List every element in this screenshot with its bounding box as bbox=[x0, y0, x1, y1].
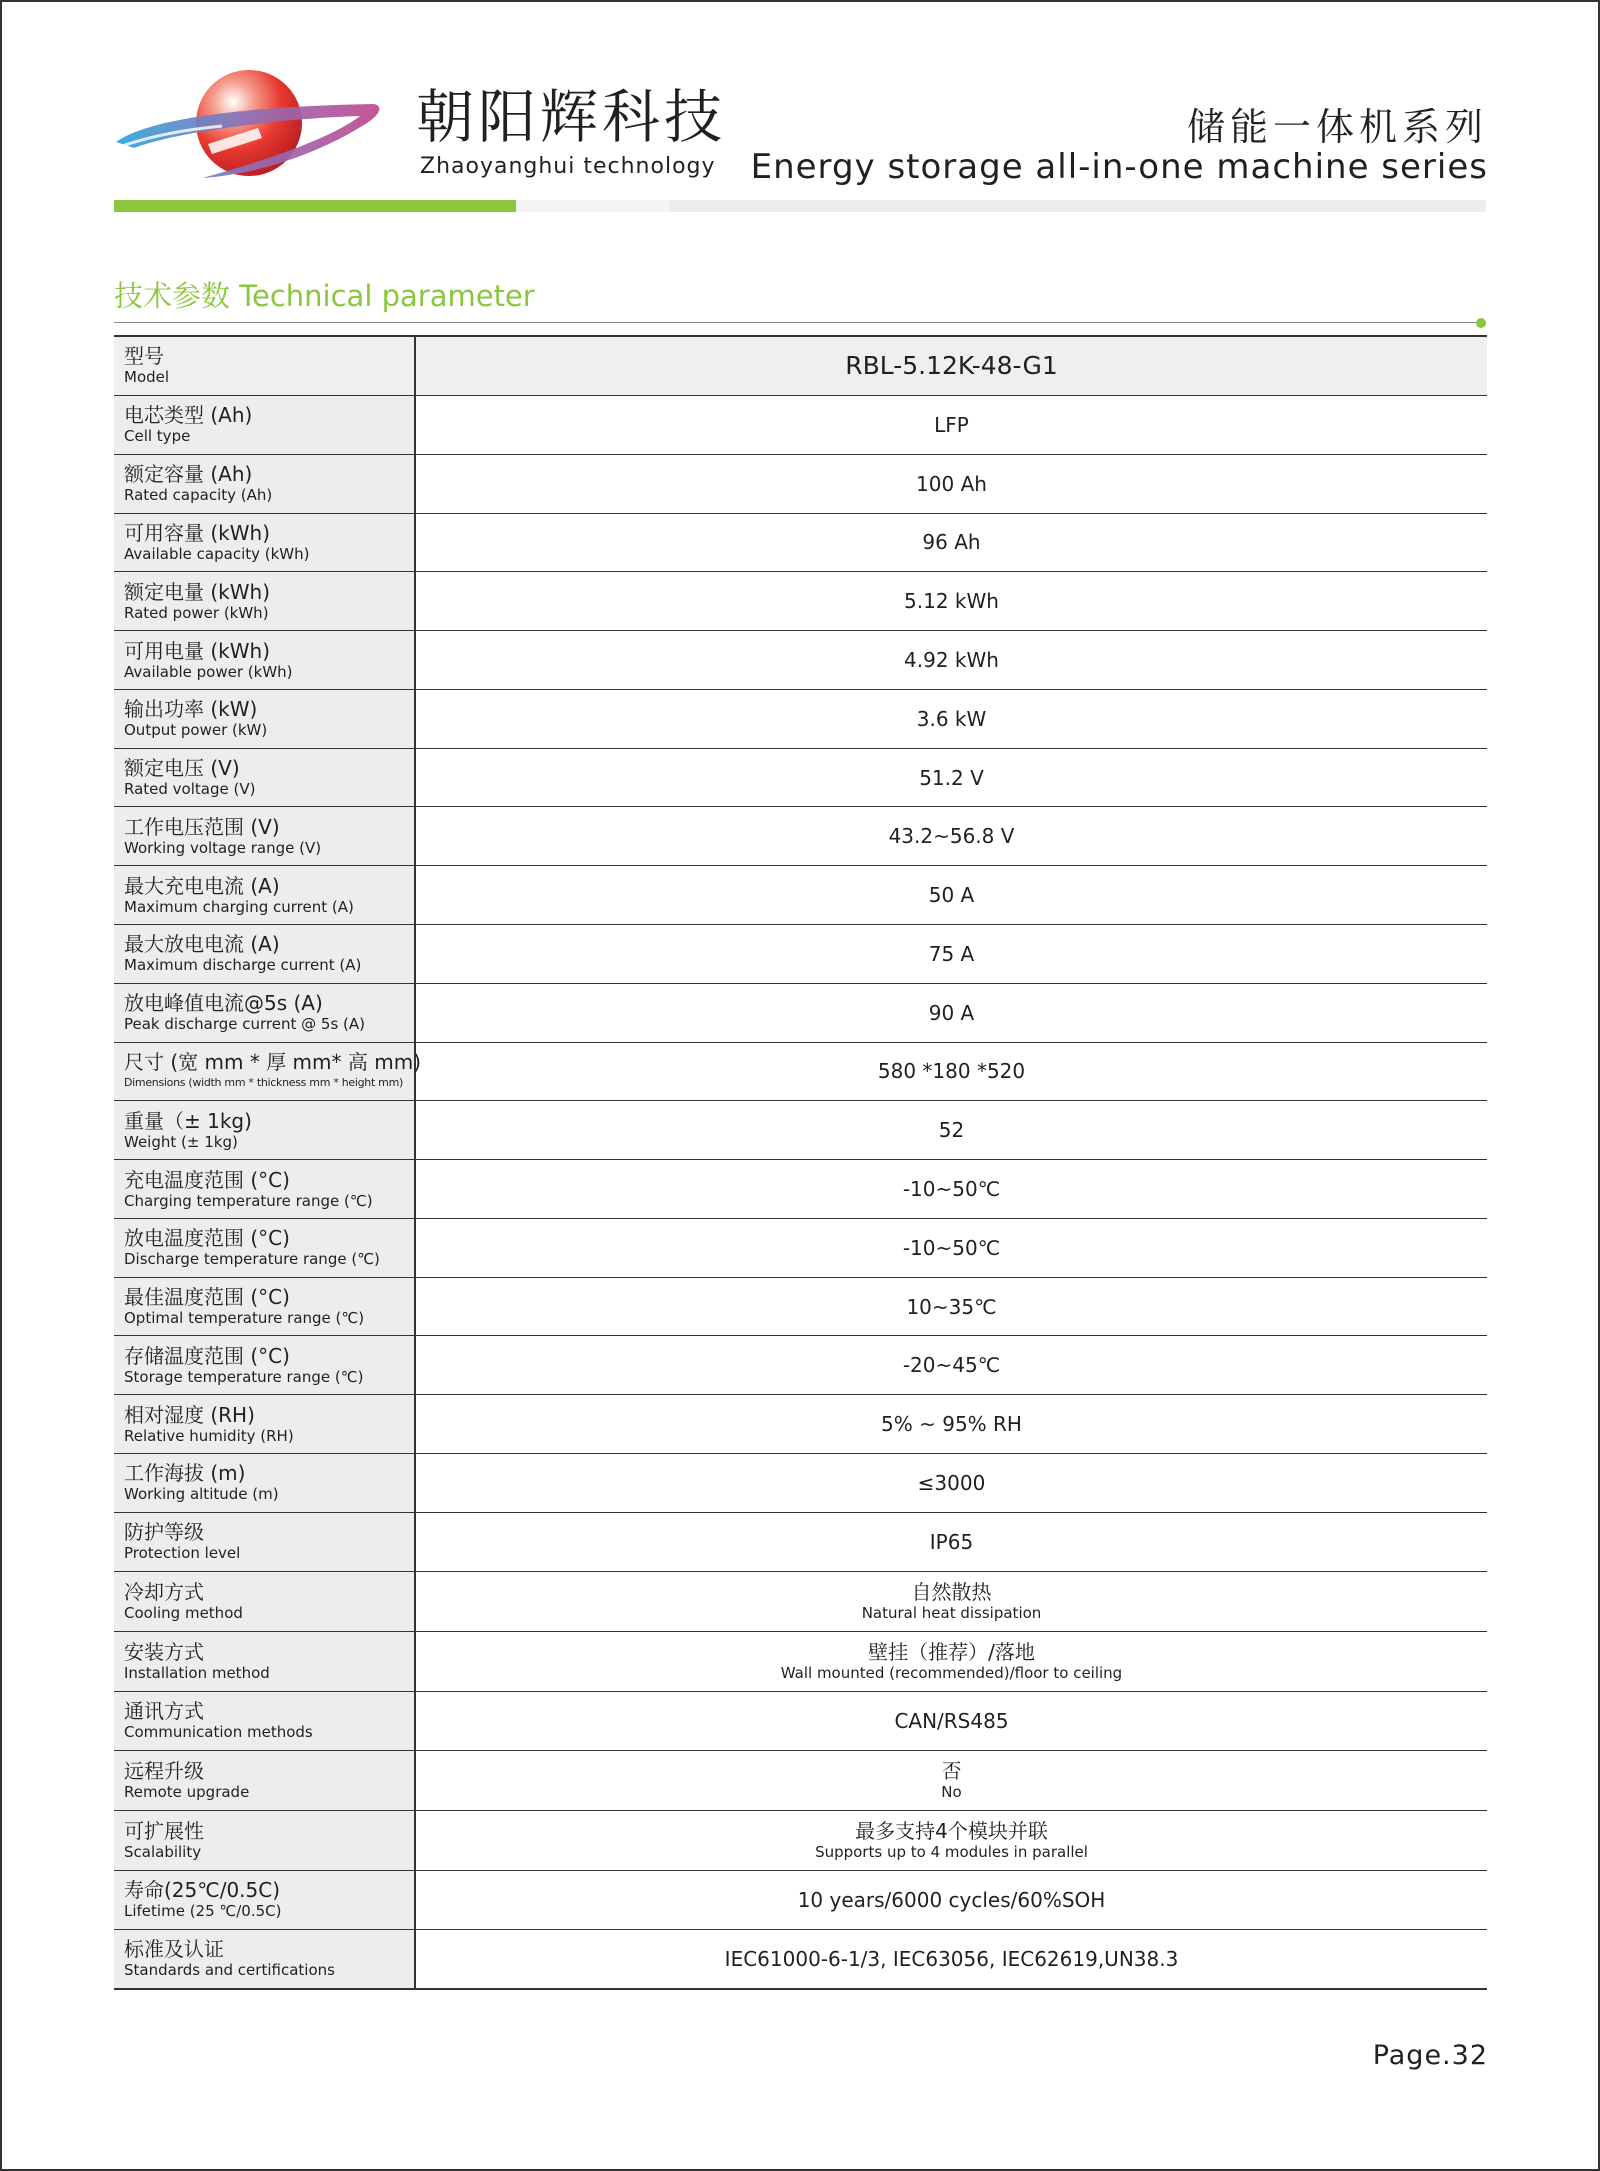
row-label-cell bbox=[114, 689, 415, 748]
row-value-cell bbox=[415, 1336, 1487, 1395]
page-number: Page.32 bbox=[1372, 2040, 1488, 2071]
row-label-cell bbox=[114, 1810, 415, 1870]
row-label-en: Dimensions (width mm * thickness mm * height mm) bbox=[124, 1075, 403, 1089]
row-label-en: Rated voltage (V) bbox=[124, 780, 256, 799]
row-value-cell bbox=[415, 1810, 1487, 1870]
row-value: IP65 bbox=[929, 1529, 974, 1554]
row-label-cn: 相对湿度 (RH) bbox=[124, 1402, 255, 1427]
table-row bbox=[114, 336, 1487, 395]
row-label-cn: 冷却方式 bbox=[124, 1579, 204, 1604]
spec-table bbox=[114, 335, 1487, 1990]
row-label-en: Weight (± 1kg) bbox=[124, 1132, 238, 1151]
row-label-en: Installation method bbox=[124, 1663, 270, 1682]
row-label-en: Protection level bbox=[124, 1544, 241, 1563]
row-label-en: Peak discharge current @ 5s (A) bbox=[124, 1015, 365, 1034]
table-row bbox=[114, 631, 1487, 690]
table-row bbox=[114, 1691, 1487, 1750]
row-value-cell bbox=[415, 1750, 1487, 1810]
table-row bbox=[114, 1277, 1487, 1336]
row-label-en: Rated power (kWh) bbox=[124, 603, 269, 622]
section-title: 技术参数 Technical parameter bbox=[114, 279, 535, 313]
row-label-en: Working voltage range (V) bbox=[124, 838, 322, 857]
row-value-en: Natural heat dissipation bbox=[861, 1604, 1042, 1623]
row-value: 90 A bbox=[928, 1000, 975, 1025]
row-value-cell bbox=[415, 1631, 1487, 1691]
row-label-cell bbox=[114, 807, 415, 866]
row-label-cn: 工作海拔 (m) bbox=[124, 1461, 246, 1486]
table-row bbox=[114, 1871, 1487, 1930]
row-label-cell bbox=[114, 866, 415, 925]
row-value-cell bbox=[415, 1871, 1487, 1930]
header-accent-gap bbox=[516, 200, 670, 212]
row-value-cell bbox=[415, 1160, 1487, 1219]
row-value-cell bbox=[415, 1218, 1487, 1277]
row-label-en: Standards and certifications bbox=[124, 1961, 335, 1980]
row-label-cn: 最大充电电流 (A) bbox=[124, 873, 280, 898]
row-label-cn: 可用容量 (kWh) bbox=[124, 520, 270, 545]
row-label-cell bbox=[114, 631, 415, 690]
row-value: 最多支持4个模块并联 bbox=[855, 1819, 1048, 1844]
row-value-cell bbox=[415, 748, 1487, 807]
row-value: 100 Ah bbox=[916, 471, 987, 496]
row-label-cell bbox=[114, 1160, 415, 1219]
row-label-cn: 放电温度范围 (°C) bbox=[124, 1226, 290, 1251]
row-label-cell bbox=[114, 1571, 415, 1631]
row-label-en: Optimal temperature range (℃) bbox=[124, 1309, 365, 1328]
row-value-cell bbox=[415, 454, 1487, 513]
row-value-cell bbox=[415, 1277, 1487, 1336]
row-label-cell bbox=[114, 1395, 415, 1454]
company-name-en: Zhaoyanghui technology bbox=[420, 154, 716, 179]
row-label-cn: 通讯方式 bbox=[124, 1699, 204, 1724]
table-row bbox=[114, 983, 1487, 1042]
row-value-cell bbox=[415, 1691, 1487, 1750]
row-value: LFP bbox=[934, 412, 969, 437]
row-value: ≤3000 bbox=[917, 1470, 986, 1495]
table-row bbox=[114, 748, 1487, 807]
row-label-en: Model bbox=[124, 368, 170, 387]
row-value: CAN/RS485 bbox=[894, 1708, 1009, 1733]
row-value-cell bbox=[415, 1571, 1487, 1631]
row-label-cell bbox=[114, 1042, 422, 1101]
row-label-cn: 额定电量 (kWh) bbox=[124, 579, 270, 604]
row-value: 10~35℃ bbox=[906, 1294, 997, 1319]
series-title-cn: 储能一体机系列 bbox=[1186, 105, 1488, 149]
row-value-en: No bbox=[941, 1783, 962, 1802]
row-label-en: Charging temperature range (℃) bbox=[124, 1191, 373, 1210]
row-label-en: Lifetime (25 ℃/0.5C) bbox=[124, 1902, 282, 1921]
row-label-cn: 额定电压 (V) bbox=[124, 756, 240, 781]
row-value-cell bbox=[415, 1101, 1487, 1160]
row-label-en: Cooling method bbox=[124, 1603, 243, 1622]
row-label-cn: 尺寸 (宽 mm * 厚 mm* 高 mm) bbox=[124, 1049, 422, 1074]
row-value-cell bbox=[415, 572, 1487, 631]
row-value: 壁挂（推荐）/落地 bbox=[868, 1640, 1035, 1665]
row-label-en: Communication methods bbox=[124, 1723, 313, 1742]
row-value-cell bbox=[415, 513, 1487, 572]
row-label-cell bbox=[114, 513, 415, 572]
table-row bbox=[114, 1512, 1487, 1571]
table-row bbox=[114, 454, 1487, 513]
table-row bbox=[114, 1395, 1487, 1454]
row-value-cell bbox=[415, 1395, 1487, 1454]
row-label-cell bbox=[114, 572, 415, 631]
row-value-cell bbox=[415, 1929, 1487, 1989]
row-label-cn: 标准及认证 bbox=[124, 1937, 224, 1962]
row-value: -10~50℃ bbox=[902, 1235, 1001, 1260]
row-label-cell bbox=[114, 454, 415, 513]
table-row bbox=[114, 1218, 1487, 1277]
row-value: 3.6 kW bbox=[916, 706, 987, 731]
row-label-cell bbox=[114, 1631, 415, 1691]
row-label-cn: 最大放电电流 (A) bbox=[124, 932, 280, 957]
row-label-en: Maximum charging current (A) bbox=[124, 897, 354, 916]
row-value: 96 Ah bbox=[922, 530, 981, 555]
row-value-cell bbox=[415, 631, 1487, 690]
row-label-cell bbox=[114, 1871, 415, 1930]
row-label-en: Maximum discharge current (A) bbox=[124, 956, 362, 975]
row-label-cell bbox=[114, 1691, 415, 1750]
row-value: 75 A bbox=[928, 941, 975, 966]
row-label-en: Remote upgrade bbox=[124, 1782, 250, 1801]
row-label-cn: 重量（± 1kg) bbox=[124, 1108, 252, 1133]
row-value-cell bbox=[415, 395, 1487, 454]
row-value: -10~50℃ bbox=[902, 1177, 1001, 1202]
row-label-en: Relative humidity (RH) bbox=[124, 1426, 294, 1445]
row-label-en: Discharge temperature range (℃) bbox=[124, 1250, 380, 1269]
row-label-cn: 防护等级 bbox=[124, 1520, 204, 1545]
row-value: 43.2~56.8 V bbox=[888, 824, 1015, 849]
section-rule-dot-icon bbox=[1476, 318, 1486, 328]
table-row bbox=[114, 1929, 1487, 1989]
row-label-cn: 可扩展性 bbox=[124, 1818, 204, 1843]
table-row bbox=[114, 572, 1487, 631]
row-label-cn: 放电峰值电流@5s (A) bbox=[124, 991, 323, 1016]
row-label-cn: 输出功率 (kW) bbox=[124, 697, 258, 722]
table-row bbox=[114, 1042, 1487, 1101]
table-row bbox=[114, 866, 1487, 925]
row-label-cell bbox=[114, 336, 415, 395]
row-value: 51.2 V bbox=[919, 765, 984, 790]
row-value-cell bbox=[415, 1512, 1487, 1571]
table-row bbox=[114, 807, 1487, 866]
table-row bbox=[114, 1454, 1487, 1513]
row-value: IEC61000-6-1/3, IEC63056, IEC62619,UN38.3 bbox=[724, 1946, 1179, 1971]
row-value-cell bbox=[415, 807, 1487, 866]
table-row bbox=[114, 1101, 1487, 1160]
row-value: 50 A bbox=[928, 883, 975, 908]
row-label-cn: 远程升级 bbox=[124, 1758, 204, 1783]
row-label-cn: 充电温度范围 (°C) bbox=[124, 1167, 290, 1192]
row-value: 52 bbox=[938, 1118, 965, 1143]
row-value-cell bbox=[415, 1042, 1487, 1101]
row-label-cell bbox=[114, 1277, 415, 1336]
table-row bbox=[114, 1336, 1487, 1395]
row-value: -20~45℃ bbox=[902, 1353, 1001, 1378]
row-label-cell bbox=[114, 1218, 415, 1277]
row-value-cell bbox=[415, 983, 1487, 1042]
company-name-cn: 朝阳辉科技 bbox=[416, 83, 727, 151]
row-label-cell bbox=[114, 1336, 415, 1395]
row-label-cell bbox=[114, 748, 415, 807]
row-value-cell bbox=[415, 689, 1487, 748]
row-value: 580 *180 *520 bbox=[877, 1059, 1026, 1084]
row-label-en: Scalability bbox=[124, 1842, 202, 1861]
row-value-cell bbox=[415, 925, 1487, 984]
row-label-en: Available capacity (kWh) bbox=[124, 544, 310, 563]
row-value: 10 years/6000 cycles/60%SOH bbox=[797, 1887, 1106, 1912]
table-row bbox=[114, 1571, 1487, 1631]
table-row bbox=[114, 513, 1487, 572]
row-label-cn: 安装方式 bbox=[124, 1639, 204, 1664]
table-row bbox=[114, 925, 1487, 984]
row-label-cn: 可用电量 (kWh) bbox=[124, 638, 270, 663]
row-label-cn: 型号 bbox=[124, 344, 164, 369]
row-value-cell bbox=[415, 1454, 1487, 1513]
row-label-cell bbox=[114, 1750, 415, 1810]
row-label-en: Rated capacity (Ah) bbox=[124, 486, 273, 505]
row-label-cn: 最佳温度范围 (°C) bbox=[124, 1285, 290, 1310]
row-label-en: Output power (kW) bbox=[124, 721, 268, 740]
model-value: RBL-5.12K-48-G1 bbox=[845, 350, 1058, 380]
row-label-cn: 额定容量 (Ah) bbox=[124, 462, 253, 487]
row-value: 4.92 kWh bbox=[904, 648, 999, 672]
table-row bbox=[114, 689, 1487, 748]
row-label-cell bbox=[114, 1101, 415, 1160]
row-label-cn: 寿命(25℃/0.5C) bbox=[124, 1878, 281, 1903]
table-row bbox=[114, 1631, 1487, 1691]
table-row bbox=[114, 1160, 1487, 1219]
row-value: 5.12 kWh bbox=[904, 589, 999, 614]
header-accent-bar bbox=[114, 200, 516, 212]
row-value-cell bbox=[415, 866, 1487, 925]
row-label-en: Available power (kWh) bbox=[124, 662, 293, 681]
row-label-cn: 电芯类型 (Ah) bbox=[124, 403, 253, 428]
row-label-cell bbox=[114, 1512, 415, 1571]
table-row bbox=[114, 395, 1487, 454]
row-label-cell bbox=[114, 395, 415, 454]
row-label-cell bbox=[114, 1929, 415, 1989]
row-value-cell bbox=[415, 336, 1487, 395]
row-label-cn: 工作电压范围 (V) bbox=[124, 814, 280, 839]
table-row bbox=[114, 1750, 1487, 1810]
row-value: 5% ~ 95% RH bbox=[881, 1412, 1022, 1437]
row-value: 自然散热 bbox=[911, 1580, 992, 1605]
row-label-cell bbox=[114, 1454, 415, 1513]
row-label-cell bbox=[114, 925, 415, 984]
row-label-en: Cell type bbox=[124, 427, 191, 446]
section-rule bbox=[114, 322, 1480, 323]
row-value: 否 bbox=[941, 1759, 962, 1784]
row-value-en: Supports up to 4 modules in parallel bbox=[815, 1843, 1088, 1862]
row-value-en: Wall mounted (recommended)/floor to ceiling bbox=[780, 1664, 1123, 1683]
row-label-cn: 存储温度范围 (°C) bbox=[124, 1343, 290, 1368]
series-title-en: Energy storage all-in-one machine series bbox=[750, 147, 1488, 187]
row-label-cell bbox=[114, 983, 415, 1042]
row-label-en: Storage temperature range (℃) bbox=[124, 1367, 364, 1386]
row-label-en: Working altitude (m) bbox=[124, 1485, 279, 1504]
table-row bbox=[114, 1810, 1487, 1870]
company-logo-icon bbox=[112, 66, 384, 186]
